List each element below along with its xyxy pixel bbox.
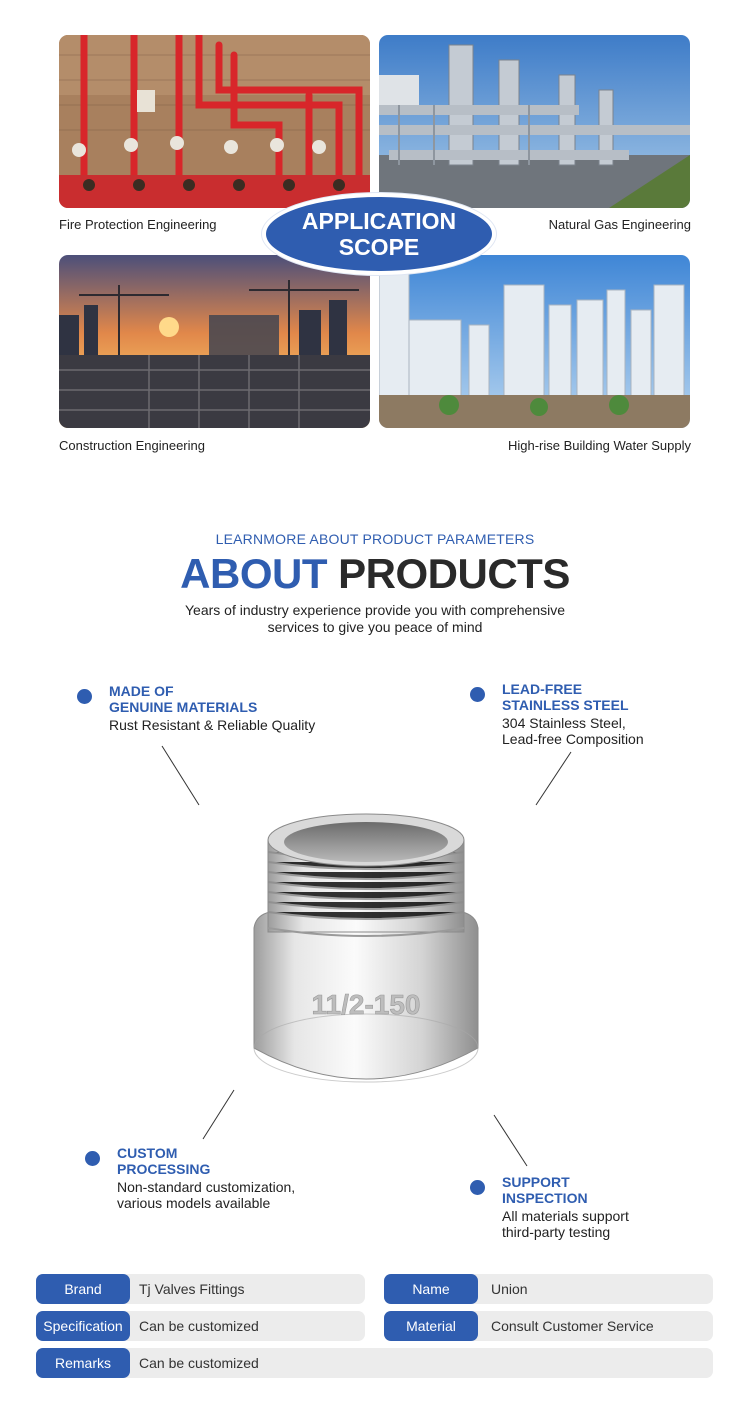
spec-value-brand: Tj Valves Fittings — [139, 1281, 245, 1297]
feature-title-inspection: SUPPORT INSPECTION — [502, 1174, 588, 1206]
spec-label-name: Name — [384, 1274, 478, 1304]
caption-construction: Construction Engineering — [59, 438, 205, 453]
spec-label-specification: Specification — [36, 1311, 130, 1341]
badge-line-2: SCOPE — [338, 234, 420, 260]
caption-natural-gas: Natural Gas Engineering — [548, 217, 691, 232]
product-fitting-image — [248, 810, 484, 1092]
spec-value-name: Union — [491, 1281, 528, 1297]
spec-label-remarks: Remarks — [36, 1348, 130, 1378]
description-line-1: Years of industry experience provide you with comprehensive — [184, 602, 566, 618]
badge-line-1: APPLICATION — [301, 208, 457, 234]
feature-title-materials: MADE OF GENUINE MATERIALS — [109, 683, 258, 715]
feature-desc-materials: Rust Resistant & Reliable Quality — [109, 717, 316, 733]
feature-desc-lead-free: 304 Stainless Steel, Lead-free Composition — [502, 715, 644, 747]
feature-desc-inspection: All materials support third-party testing — [502, 1208, 629, 1240]
description-line-2: services to give you peace of mind — [267, 619, 483, 635]
feature-title-lead-free: LEAD-FREE STAINLESS STEEL — [502, 681, 629, 713]
spec-value-material: Consult Customer Service — [491, 1318, 654, 1334]
spec-value-specification: Can be customized — [139, 1318, 259, 1334]
spec-label-brand: Brand — [36, 1274, 130, 1304]
title-word-products: PRODUCTS — [338, 550, 570, 597]
spec-value-remarks: Can be customized — [139, 1355, 259, 1371]
caption-fire-protection: Fire Protection Engineering — [59, 217, 217, 232]
spec-row-remarks — [36, 1348, 713, 1378]
section-subtitle: LEARNMORE ABOUT PRODUCT PARAMETERS — [215, 531, 535, 547]
title-word-about: ABOUT — [180, 550, 327, 597]
feature-desc-custom: Non-standard customization, various models available — [117, 1179, 296, 1211]
caption-high-rise: High-rise Building Water Supply — [507, 438, 691, 453]
feature-title-custom: CUSTOM PROCESSING — [117, 1145, 211, 1177]
product-marking: 11/2-150 — [311, 989, 421, 1020]
spec-label-material: Material — [384, 1311, 478, 1341]
